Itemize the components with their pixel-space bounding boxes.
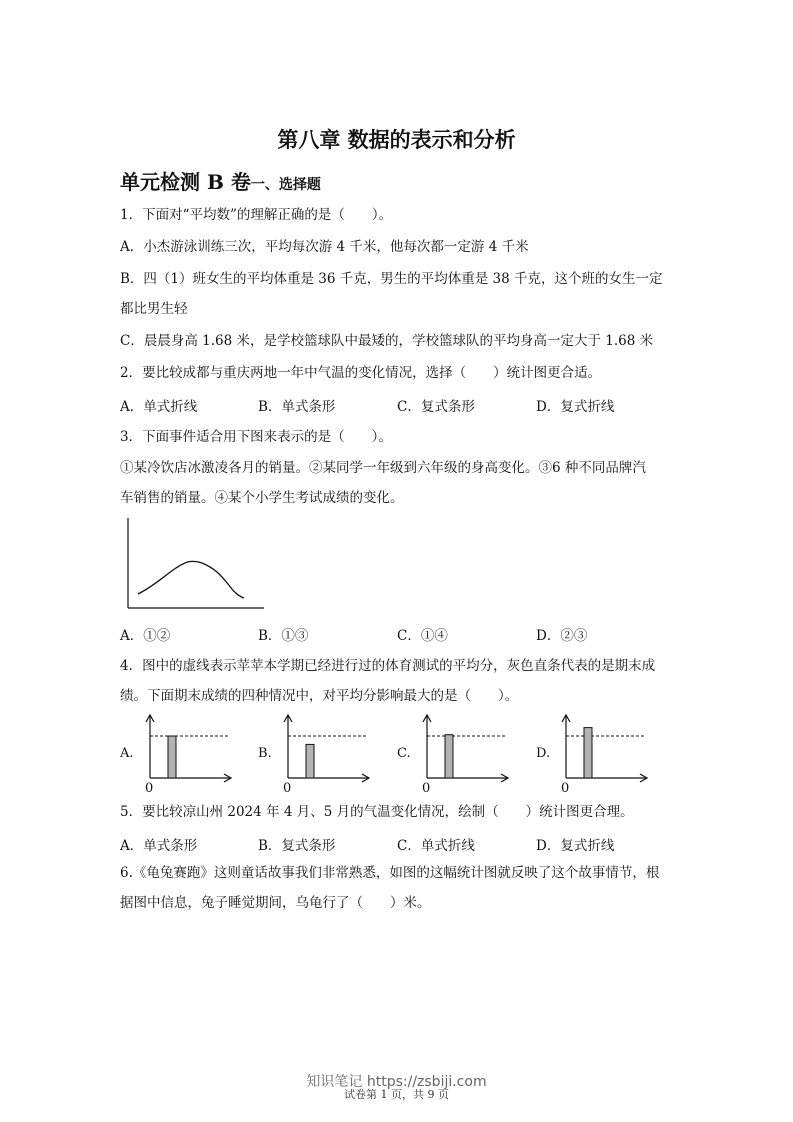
section-title: 一、选择题 [250, 177, 321, 193]
q5-option-d: D．复式折线 [536, 838, 615, 854]
unit-title: 单元检测 B 卷 [120, 170, 251, 194]
q4-stem-line2: 绩。下面期末成绩的四种情况中，对平均分影响最大的是（ ）。 [120, 688, 519, 704]
q6-stem-line2: 据图中信息，兔子睡觉期间，乌龟行了（ ）米。 [120, 895, 431, 911]
q5-option-b: B．复式条形 [258, 838, 336, 854]
q1-option-c: C．晨晨身高 1.68 米，是学校篮球队中最矮的，学校篮球队的平均身高一定大于 1.68 米 [120, 333, 654, 349]
q3-stem: 3．下面事件适合用下图来表示的是（ ）。 [120, 429, 392, 445]
q3-option-b: B．①③ [258, 628, 309, 644]
q5-option-c: C．单式折线 [397, 838, 475, 854]
q2-stem: 2．要比较成都与重庆两地一年中气温的变化情况，选择（ ）统计图更合适。 [120, 365, 602, 381]
q1-option-b: B．四（1）班女生的平均体重是 36 千克，男生的平均体重是 38 千克，这个班的女生一定 [120, 271, 663, 287]
q4-chart-label: D. [536, 746, 551, 761]
q4-score-bar [306, 744, 314, 778]
q2-option-d: D．复式折线 [536, 399, 615, 415]
q1-stem: 1．下面对“平均数”的理解正确的是（ ）。 [120, 207, 393, 223]
page-title: 第八章 数据的表示和分析 [277, 127, 516, 152]
q1-option-b-cont: 都比男生轻 [120, 301, 188, 317]
q4-origin-label: 0 [283, 781, 292, 794]
q5-option-a: A．单式条形 [120, 838, 198, 854]
q4-chart-label: B. [258, 746, 272, 761]
page-number: 试卷第 1 页，共 9 页 [344, 1088, 449, 1101]
q4-score-bar [445, 735, 453, 778]
q2-option-c: C．复式条形 [397, 399, 475, 415]
q6-stem-line1: 6.《龟兔赛跑》这则童话故事我们非常熟悉，如图的这幅统计图就反映了这个故事情节，根 [120, 865, 660, 881]
q4-origin-label: 0 [422, 781, 431, 794]
q1-option-a: A．小杰游泳训练三次，平均每次游 4 千米，他每次都一定游 4 千米 [120, 239, 529, 255]
q3-desc-line1: ①某冷饮店冰激凌各月的销量。②某同学一年级到六年级的身高变化。③6 种不同品牌汽 [120, 460, 646, 476]
q4-chart-label: A. [120, 746, 134, 761]
unit-heading [120, 166, 321, 195]
q4-score-bar [168, 736, 176, 778]
watermark: 知识笔记 https://zsbiji.com [306, 1074, 487, 1090]
q4-chart-b [256, 712, 376, 794]
q4-chart-c [395, 712, 515, 794]
q3-option-a: A．①② [120, 628, 171, 644]
q3-option-d: D．②③ [536, 628, 588, 644]
q4-chart-a [118, 712, 238, 794]
q3-line-figure [124, 516, 269, 612]
q4-score-bar [584, 728, 592, 778]
q4-stem-line1: 4．图中的虚线表示苹苹本学期已经进行过的体育测试的平均分，灰色直条代表的是期末成 [120, 658, 656, 674]
q4-origin-label: 0 [561, 781, 570, 794]
q4-origin-label: 0 [145, 781, 154, 794]
q3-option-c: C．①④ [397, 628, 448, 644]
q3-desc-line2: 车销售的销量。④某个小学生考试成绩的变化。 [120, 490, 404, 506]
q5-stem: 5．要比较凉山州 2024 年 4 月、5 月的气温变化情况，绘制（ ）统计图更合理。 [120, 804, 634, 820]
q4-chart-label: C. [397, 746, 411, 761]
q3-figure-curve [138, 561, 244, 598]
q2-option-a: A．单式折线 [120, 399, 198, 415]
q4-chart-d [534, 712, 654, 794]
q2-option-b: B．单式条形 [258, 399, 336, 415]
